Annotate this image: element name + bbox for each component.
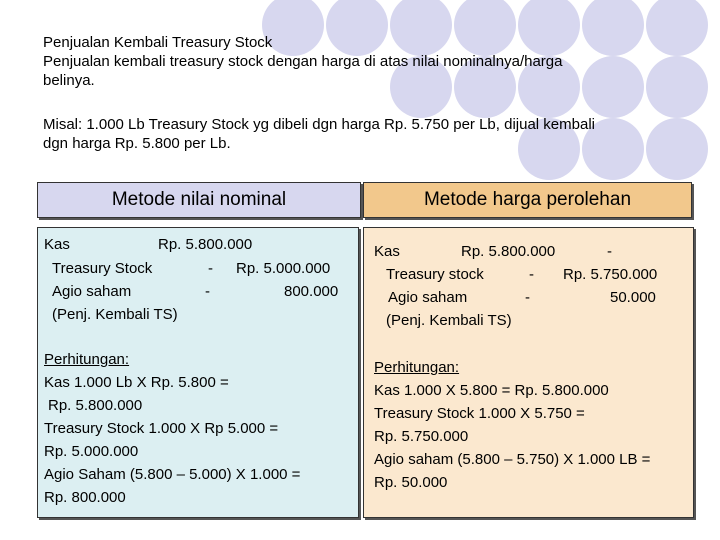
calc-heading: Perhitungan: [374,359,460,376]
example-line: dgn harga Rp. 5.800 per Lb. [43,135,231,152]
decor-circle [390,0,452,56]
journal-agio-dash: - [205,283,210,300]
cost-method-header: Metode harga perolehan [363,182,692,218]
calc-heading: Perhitungan: [44,351,130,368]
nominal-method-panel [37,227,359,518]
journal-kas-label: Kas [44,236,70,253]
journal-ts-amount: Rp. 5.000.000 [236,260,331,277]
journal-agio-label: Agio saham [52,283,132,300]
journal-ts-dash: - [529,266,534,283]
cost-method-panel [363,227,694,518]
calc-line: Rp. 800.000 [44,489,126,506]
journal-agio-label: Agio saham [388,289,468,306]
journal-ts-dash: - [208,260,213,277]
calc-line: Agio Saham (5.800 – 5.000) X 1.000 = [44,466,301,483]
journal-note: (Penj. Kembali TS) [386,312,512,329]
journal-ts-label: Treasury stock [386,266,484,283]
calc-line: Rp. 5.800.000 [48,397,143,414]
nominal-method-header: Metode nilai nominal [37,182,361,218]
journal-agio-amount: 800.000 [284,283,339,300]
calc-line: Treasury Stock 1.000 X 5.750 = [374,405,585,422]
intro-text [43,52,663,90]
intro-line: Penjualan kembali treasury stock dengan harga di atas nilai nominalnya/harga [43,53,563,70]
journal-ts-amount: Rp. 5.750.000 [563,266,658,283]
calc-line: Kas 1.000 X 5.800 = Rp. 5.800.000 [374,382,609,399]
calc-line: Treasury Stock 1.000 X Rp 5.000 = [44,420,279,437]
decor-circle [582,0,644,56]
calc-line: Rp. 5.750.000 [374,428,469,445]
calc-line: Rp. 50.000 [374,474,448,491]
calc-line: Agio saham (5.800 – 5.750) X 1.000 LB = [374,451,651,468]
journal-kas-amount: Rp. 5.800.000 [461,243,556,260]
journal-kas-label: Kas [374,243,400,260]
decor-circle [518,0,580,56]
journal-agio-dash: - [525,289,530,306]
journal-kas-amount: Rp. 5.800.000 [158,236,253,253]
calc-line: Rp. 5.000.000 [44,443,139,460]
decor-circle [454,0,516,56]
calc-line: Kas 1.000 Lb X Rp. 5.800 = [44,374,229,391]
journal-agio-amount: 50.000 [610,289,656,306]
journal-ts-label: Treasury Stock [52,260,153,277]
decor-circle [326,0,388,56]
decor-circle [646,0,708,56]
journal-note: (Penj. Kembali TS) [52,306,178,323]
intro-line: belinya. [43,72,95,89]
example-text [43,115,683,153]
slide-title: Penjualan Kembali Treasury Stock [43,34,273,51]
example-line: Misal: 1.000 Lb Treasury Stock yg dibeli dgn harga Rp. 5.750 per Lb, dijual kembali [43,116,595,133]
journal-kas-dash: - [607,243,612,260]
